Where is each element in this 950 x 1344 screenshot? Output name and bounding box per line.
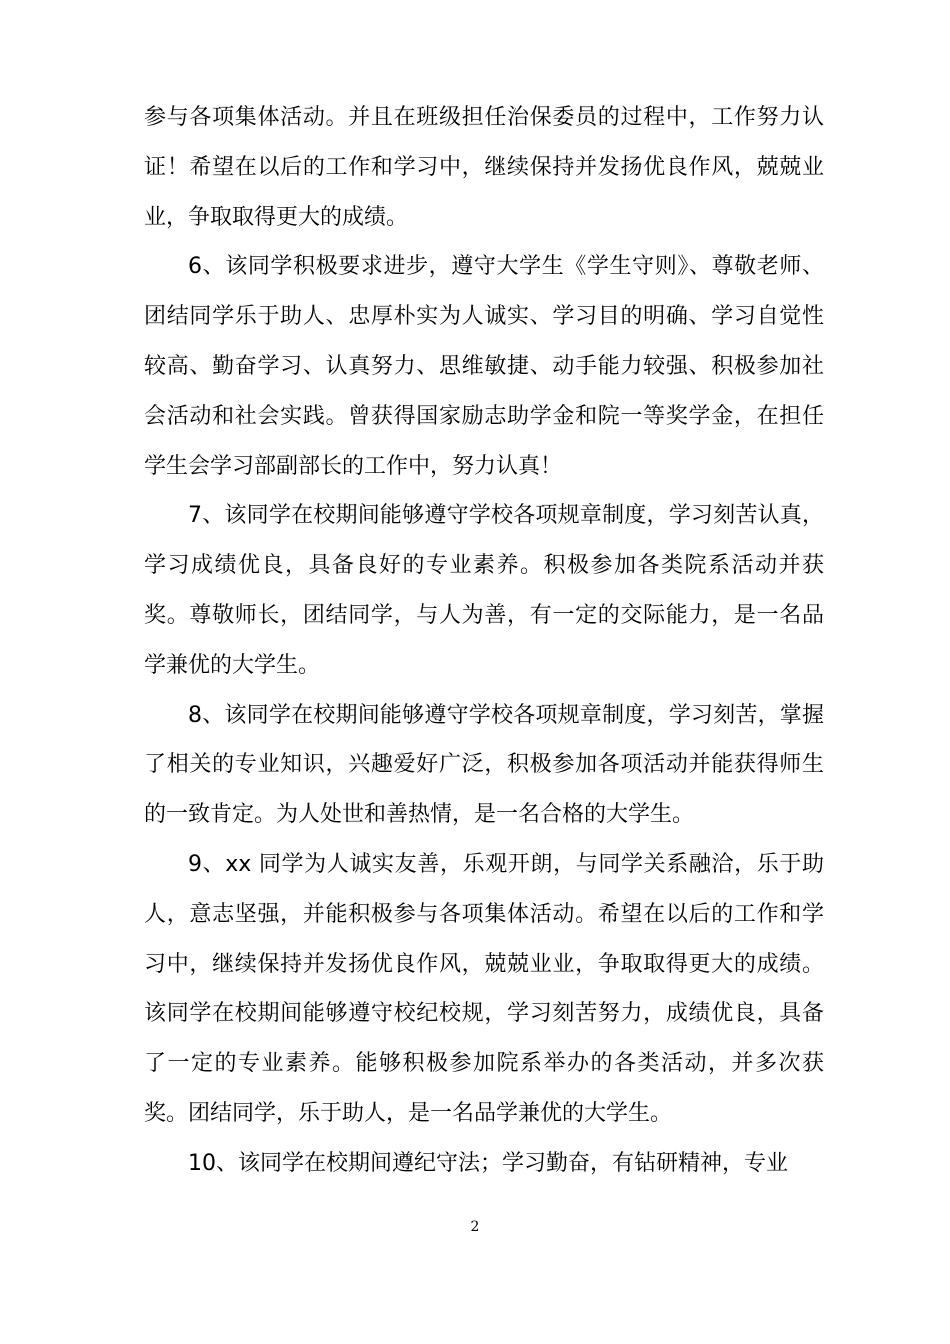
page-number: 2	[470, 1219, 480, 1235]
paragraph-item-8: 8、该同学在校期间能够遵守学校各项规章制度，学习刻苦，掌握了相关的专业知识，兴趣爱好广泛，积极参加各项活动并能获得师生的一致肯定。为人处世和善热情，是一名合格的大学生。	[144, 702, 824, 828]
paragraph-item-6: 6、该同学积极要求进步，遵守大学生《学生守则》、尊敬老师、团结同学乐于助人、忠厚朴实为人诚实、学习目的明确、学习自觉性较高、勤奋学习、认真努力、思维敏捷、动手能力较强、积极参加社会活动和社会实践。曾获得国家励志助学金和院一等奖学金，在担任学生会学习部副部长的工作中，努力认真！	[144, 254, 824, 479]
paragraph-item-7: 7、该同学在校期间能够遵守学校各项规章制度，学习刻苦认真，学习成绩优良，具备良好的专业素养。积极参加各类院系活动并获奖。尊敬师长，团结同学，与人为善，有一定的交际能力，是一名品学兼优的大学生。	[144, 503, 824, 678]
paragraph-continued: 参与各项集体活动。并且在班级担任治保委员的过程中，工作努力认证！希望在以后的工作和学习中，继续保持并发扬优良作风，兢兢业业，争取取得更大的成绩。	[144, 105, 824, 230]
paragraph-item-10: 10、该同学在校期间遵纪守法；学习勤奋，有钻研精神，专业	[188, 1150, 788, 1176]
paragraph-item-9: 9、xx 同学为人诚实友善，乐观开朗，与同学关系融洽，乐于助人，意志坚强，并能积极参与各项集体活动。希望在以后的工作和学习中，继续保持并发扬优良作风，兢兢业业，争取取得更大的成绩。该同学在校期间能够遵守校纪校规，学习刻苦努力，成绩优良，具备了一定的专业素养。能够积极参加院系举办的各类活动，并多次获奖。团结同学，乐于助人，是一名品学兼优的大学生。	[144, 851, 824, 1126]
body-text	[144, 93, 824, 1189]
